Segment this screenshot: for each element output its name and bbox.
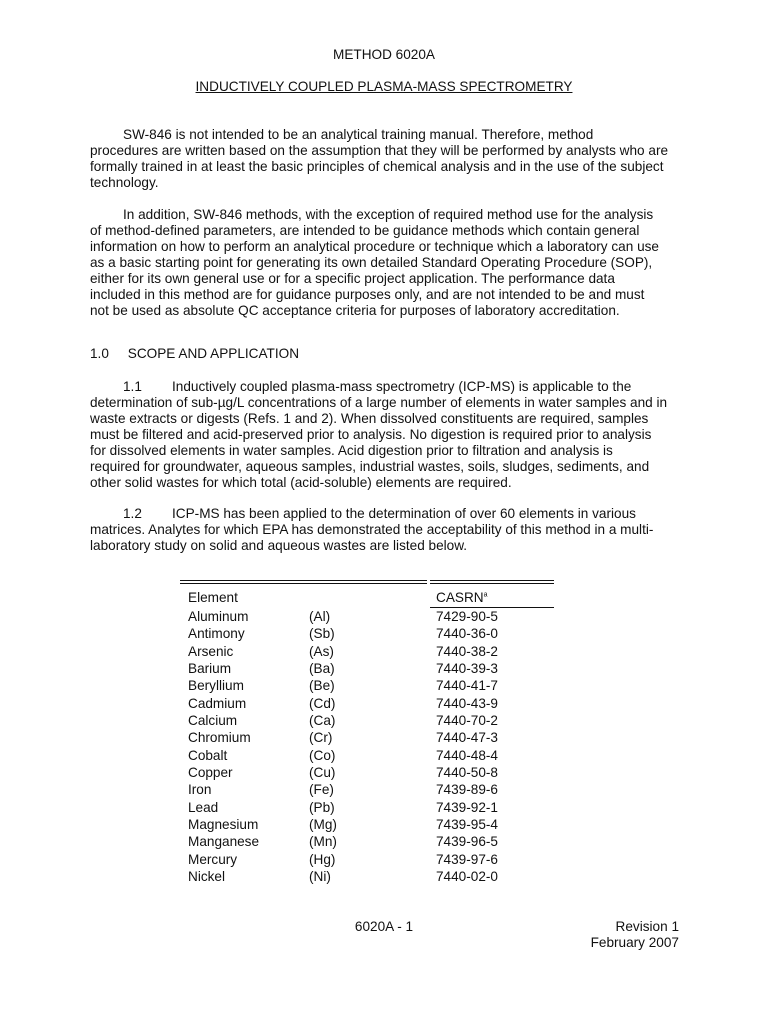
element-symbol: (Ni) [309,869,331,885]
element-name: Barium [188,661,232,677]
element-symbol: (Hg) [309,851,336,867]
casrn-value: 7440-47-3 [436,730,498,746]
element-name: Antimony [188,626,245,642]
paragraph-line: of method-defined parameters, are intended to be guidance methods which contain general [90,223,640,238]
element-symbol: (Cr) [309,730,333,746]
element-name: Mercury [188,851,238,867]
disclaimer-paragraph-2 [90,207,690,319]
paragraph-line: required for groundwater, aqueous samples, industrial wastes, soils, sludges, sediments, and [90,459,650,474]
element-symbol: (As) [309,643,334,659]
column-header-casrn: CASRN$^a$ [436,590,488,605]
casrn-value: 7439-95-4 [436,817,498,833]
element-name: Magnesium [188,817,259,833]
page-title [0,79,768,95]
paragraph-line: laboratory study on solid and aqueous wastes are listed below. [90,538,468,553]
column-header-element: Element [188,590,238,605]
table-row [180,765,554,782]
element-symbol: (Cd) [309,695,336,711]
table-row [180,834,554,851]
element-name: Chromium [188,730,251,746]
casrn-value: 7440-50-8 [436,765,498,781]
section-1-1-paragraph [90,379,690,491]
paragraph-line: matrices. Analytes for which EPA has demonstrated the acceptability of this method in a multi- [90,522,654,537]
footnote-marker: a [483,591,488,599]
table-top-rule [180,580,427,581]
paragraph-line: procedures are written based on the assumption that they will be performed by analysts who are [90,143,669,158]
section-heading-scope: 1.0 SCOPE AND APPLICATION [90,346,300,361]
table-body [180,609,554,887]
element-symbol: (Be) [309,678,335,694]
paragraph-line: technology. [90,175,159,190]
element-symbol: (Cu) [309,765,336,781]
element-name: Calcium [188,713,238,729]
paragraph-line: 1.2 ICP-MS has been applied to the determination of over 60 elements in various [123,506,636,521]
revision-date: February 2007 [590,935,679,950]
casrn-value: 7440-38-2 [436,643,498,659]
revision-label: Revision 1 [615,919,679,934]
table-row [180,644,554,661]
paragraph-line: must be filtered and acid-preserved prior to analysis. No digestion is required prior to analysis [90,427,652,442]
paragraph-line: determination of sub-µg/L concentrations of a large number of elements in water samples and in [90,395,668,410]
table-row [180,869,554,886]
casrn-value: 7439-96-5 [436,834,498,850]
table-row [180,782,554,799]
table-row [180,696,554,713]
paragraph-line: information on how to perform an analytical procedure or technique which a laboratory can use [90,239,659,254]
paragraph-line: In addition, SW-846 methods, with the exception of required method use for the analysis [123,207,654,222]
table-row [180,730,554,747]
table-row [180,800,554,817]
disclaimer-paragraph-1 [90,127,690,191]
element-name: Nickel [188,869,226,885]
element-name: Cadmium [188,695,247,711]
casrn-value: 7429-90-5 [436,609,498,624]
element-symbol: (Sb) [309,626,335,642]
paragraph-line: either for its own general use or for a specific project application. The performance data [90,271,615,286]
paragraph-line: SW-846 is not intended to be an analytical training manual. Therefore, method [123,127,594,142]
section-number: 1.1 [123,379,142,394]
table-row [180,609,554,626]
element-symbol: (Al) [309,609,331,624]
element-name: Lead [188,799,219,815]
element-name: Arsenic [188,643,234,659]
casrn-value: 7440-48-4 [436,747,498,763]
page-number: 6020A - 1 [354,919,414,934]
element-symbol: (Ba) [309,661,335,677]
section-number: 1.2 [123,506,142,521]
table-row [180,817,554,834]
table-row [180,713,554,730]
paragraph-line: not be used as absolute QC acceptance criteria for purposes of laboratory accreditation. [90,303,620,318]
paragraph-line: waste extracts or digests (Refs. 1 and 2). When dissolved constituents are required, samples [90,411,649,426]
casrn-value: 7439-92-1 [436,799,498,815]
table-top-rule [430,580,554,581]
paragraph-line: formally trained in at least the basic principles of chemical analysis and in the use of the subject [90,159,664,174]
table-row [180,626,554,643]
element-name: Manganese [188,834,260,850]
paragraph-line: for dissolved elements in water samples. Acid digestion prior to filtration and analysis is [90,443,613,458]
element-symbol: (Ca) [309,713,336,729]
element-name: Cobalt [188,747,228,763]
element-name: Copper [188,765,233,781]
section-1-2-paragraph [90,506,690,554]
casrn-value: 7440-36-0 [436,626,498,642]
page-title-text: INDUCTIVELY COUPLED PLASMA-MASS SPECTROMETRY [195,79,573,94]
casrn-value: 7440-39-3 [436,661,498,677]
casrn-value: 7440-41-7 [436,678,498,694]
paragraph-line: as a basic starting point for generating its own detailed Standard Operating Procedure (SOP), [90,255,653,270]
element-name: Iron [188,782,212,798]
table-row [180,678,554,695]
element-name: Beryllium [188,678,244,694]
casrn-value: 7440-02-0 [436,869,498,885]
table-top-rule [430,583,554,584]
table-row [180,852,554,869]
table-row [180,661,554,678]
casrn-value: 7440-70-2 [436,713,498,729]
element-symbol: (Mn) [309,834,337,850]
table-row [180,748,554,765]
paragraph-line: other solid wastes for which total (acid-soluble) elements are required. [90,475,512,490]
element-symbol: (Co) [309,747,336,763]
casrn-value: 7439-97-6 [436,851,498,867]
method-number: METHOD 6020A [333,47,435,62]
element-symbol: (Fe) [309,782,334,798]
header-underline [430,607,554,608]
casrn-value: 7439-89-6 [436,782,498,798]
table-top-rule [180,583,427,584]
element-name: Aluminum [188,609,249,624]
paragraph-line: included in this method are for guidance purposes only, and are not intended to be and must [90,287,645,302]
paragraph-line: 1.1 Inductively coupled plasma-mass spectrometry (ICP-MS) is applicable to the [123,379,632,394]
element-symbol: (Mg) [309,817,337,833]
element-symbol: (Pb) [309,799,335,815]
casrn-value: 7440-43-9 [436,695,498,711]
